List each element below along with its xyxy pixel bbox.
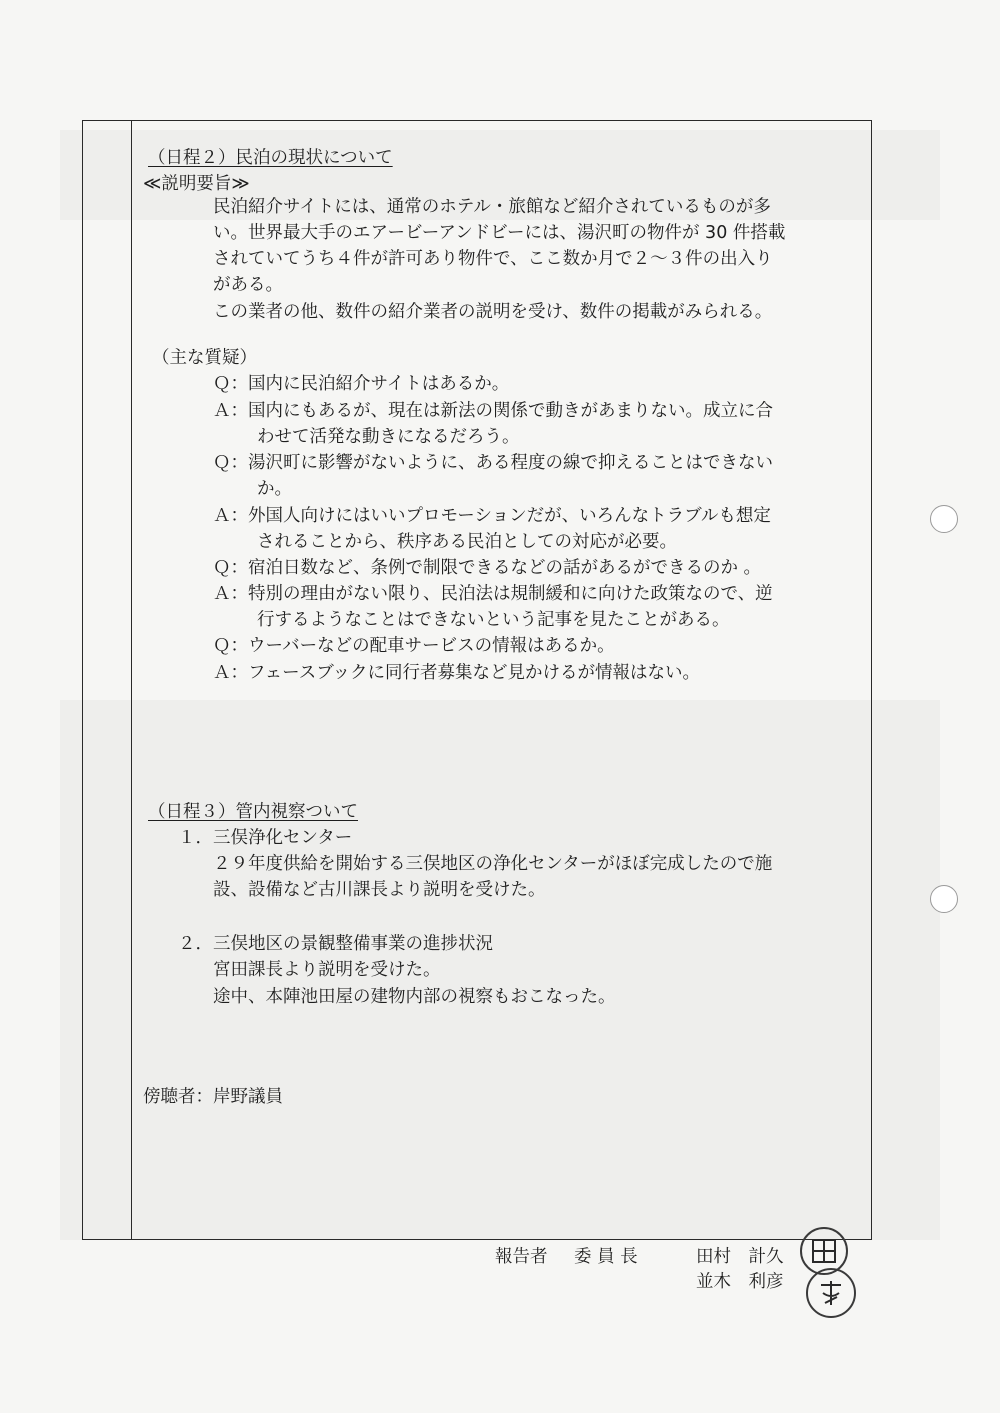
summary-line: がある。 <box>213 275 283 295</box>
reporter-role: 委 員 長 <box>574 1247 638 1267</box>
qa-line: わせて活発な動きになるだろう。 <box>257 427 520 447</box>
qa-heading: （主な質疑） <box>152 348 257 368</box>
punch-hole <box>930 885 958 913</box>
observer-line: 傍聴者：岸野議員 <box>143 1087 283 1107</box>
qa-line: か。 <box>257 479 292 499</box>
seal-stamp <box>806 1268 856 1318</box>
qa-line: 行するようなことはできないという記事を見たことがある。 <box>257 610 730 630</box>
reporter-label: 報告者 <box>495 1247 548 1267</box>
item2-body-line: 宮田課長より説明を受けた。 <box>213 960 441 980</box>
item2-body-line: 途中、本陣池田屋の建物内部の視察もおこなった。 <box>213 987 616 1007</box>
summary-line: い。世界最大手のエアービーアンドビーには、湯沢町の物件が 30 件搭載 <box>213 223 786 243</box>
section2-title: （日程２）民泊の現状について <box>148 148 393 168</box>
item1-body-line: ２９年度供給を開始する三俣地区の浄化センターがほぼ完成したので施 <box>213 854 773 874</box>
reporter-name-1: 田村 計久 <box>696 1247 784 1267</box>
qa-line: Ｑ：宿泊日数など、条例で制限できるなどの話があるができるのか 。 <box>213 558 762 578</box>
summary-line: この業者の他、数件の紹介業者の説明を受け、数件の掲載がみられる。 <box>213 302 773 322</box>
qa-line: Ａ：フェースブックに同行者募集など見かけるが情報はない。 <box>213 663 701 683</box>
section3-title: （日程３）管内視察ついて <box>148 802 358 822</box>
qa-line: Ａ：国内にもあるが、現在は新法の関係で動きがあまりない。成立に合 <box>213 401 773 421</box>
item1-body-line: 設、設備など古川課長より説明を受けた。 <box>213 880 546 900</box>
qa-line: Ｑ：国内に民泊紹介サイトはあるか。 <box>213 374 510 394</box>
summary-line: 民泊紹介サイトには、通常のホテル・旅館など紹介されているものが多 <box>213 197 771 217</box>
summary-heading: ≪説明要旨≫ <box>143 174 250 194</box>
item1-title: １．三俣浄化センター <box>178 828 353 848</box>
summary-line: されていてうち４件が許可あり物件で、ここ数か月で２～３件の出入り <box>213 249 773 269</box>
qa-line: Ｑ：湯沢町に影響がないように、ある程度の線で抑えることはできない <box>213 453 773 473</box>
qa-line: Ａ：特別の理由がない限り、民泊法は規制緩和に向けた政策なので、逆 <box>213 584 773 604</box>
punch-hole <box>930 505 958 533</box>
qa-line: Ａ：外国人向けにはいいプロモーションだが、いろんなトラブルも想定 <box>213 506 771 526</box>
item2-title: ２．三俣地区の景観整備事業の進捗状況 <box>178 934 493 954</box>
reporter-name-2: 並木 利彦 <box>696 1272 784 1292</box>
frame-divider <box>131 121 132 1239</box>
qa-line: されることから、秩序ある民泊としての対応が必要。 <box>257 532 677 552</box>
qa-line: Ｑ：ウーバーなどの配車サービスの情報はあるか。 <box>213 636 615 656</box>
